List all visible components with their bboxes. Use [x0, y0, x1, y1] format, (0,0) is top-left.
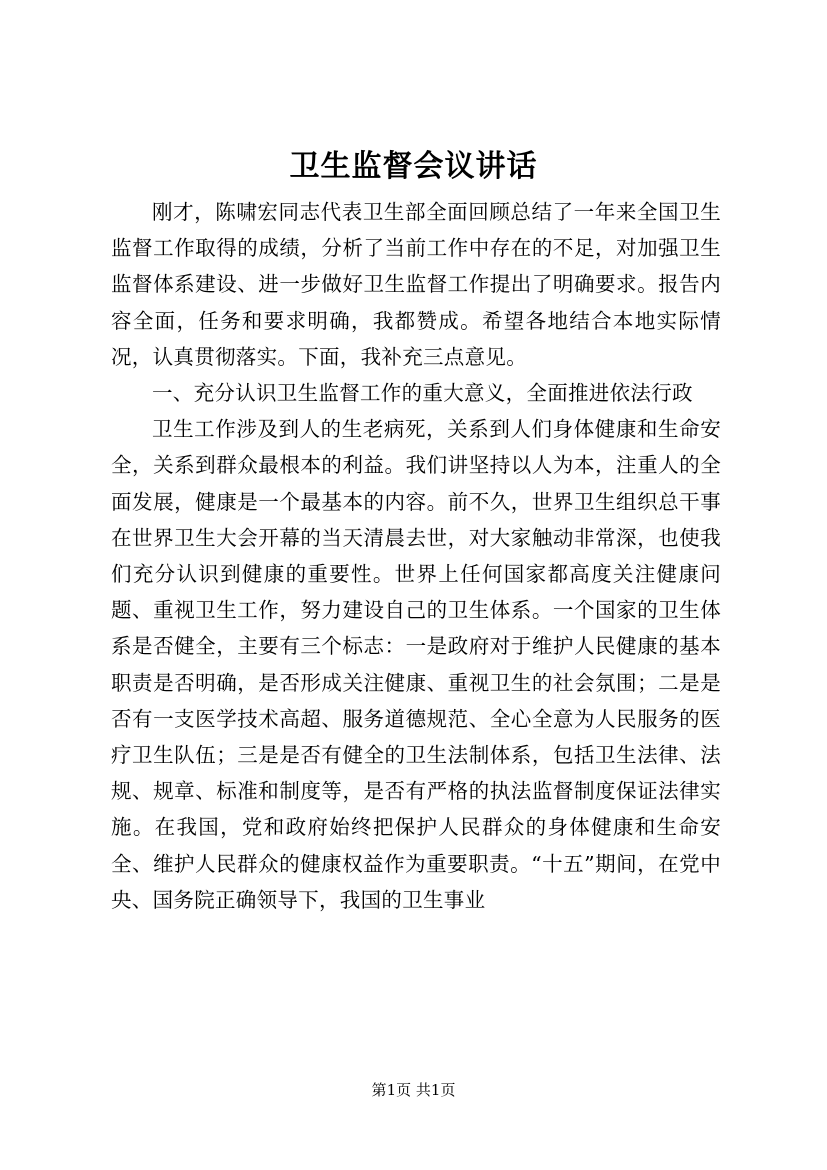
page-suffix: 页 共 — [396, 1081, 431, 1099]
total-suffix: 页 — [440, 1081, 456, 1099]
paragraph-section-1: 卫生工作涉及到人的生老病死，关系到人们身体健康和生命安全，关系到群众最根本的利益。我们讲坚持以人为本，注重人的全面发展，健康是一个最基本的内容。前不久，世界卫生组织总干事在世界卫生大会开幕的当天清晨去世，对大家触动非常深，也使我们充分认识到健康的重要性。世界上任何国家都高度关注健康问题、重视卫生工作，努力建设自己的卫生体系。一个国家的卫生体系是否健全，主要有三个标志：一是政府对于维护人民健康的基本职责是否明确，是否形成关注健康、重视卫生的社会氛围；二是是否有一支医学技术高超、服务道德规范、全心全意为人民服务的医疗卫生队伍；三是是否有健全的卫生法制体系，包括卫生法律、法规、规章、标准和制度等，是否有严格的执法监督制度保证法律实施。在我国，党和政府始终把保护人民群众的身体健康和生命安全、维护人民群众的健康权益作为重要职责。“十五”期间，在党中央、国务院正确领导下，我国的卫生事业 — [111, 417, 721, 912]
total-pages: 1 — [430, 1081, 441, 1099]
page-footer — [0, 1080, 827, 1100]
section-heading-1: 一、充分认识卫生监督工作的重大意义，全面推进依法行政 — [152, 381, 693, 406]
document-title: 卫生监督会议讲话 — [289, 149, 538, 184]
paragraph-intro: 刚才，陈啸宏同志代表卫生部全面回顾总结了一年来全国卫生监督工作取得的成绩，分析了当前工作中存在的不足，对加强卫生监督体系建设、进一步做好卫生监督工作提出了明确要求。报告内容全面，任务和要求明确，我都赞成。希望各地结合本地实际情况，认真贯彻落实。下面，我补充三点意见。 — [111, 200, 721, 369]
page-prefix: 第 — [371, 1081, 387, 1099]
page-number: 1 — [386, 1081, 397, 1099]
document-body — [111, 194, 721, 918]
